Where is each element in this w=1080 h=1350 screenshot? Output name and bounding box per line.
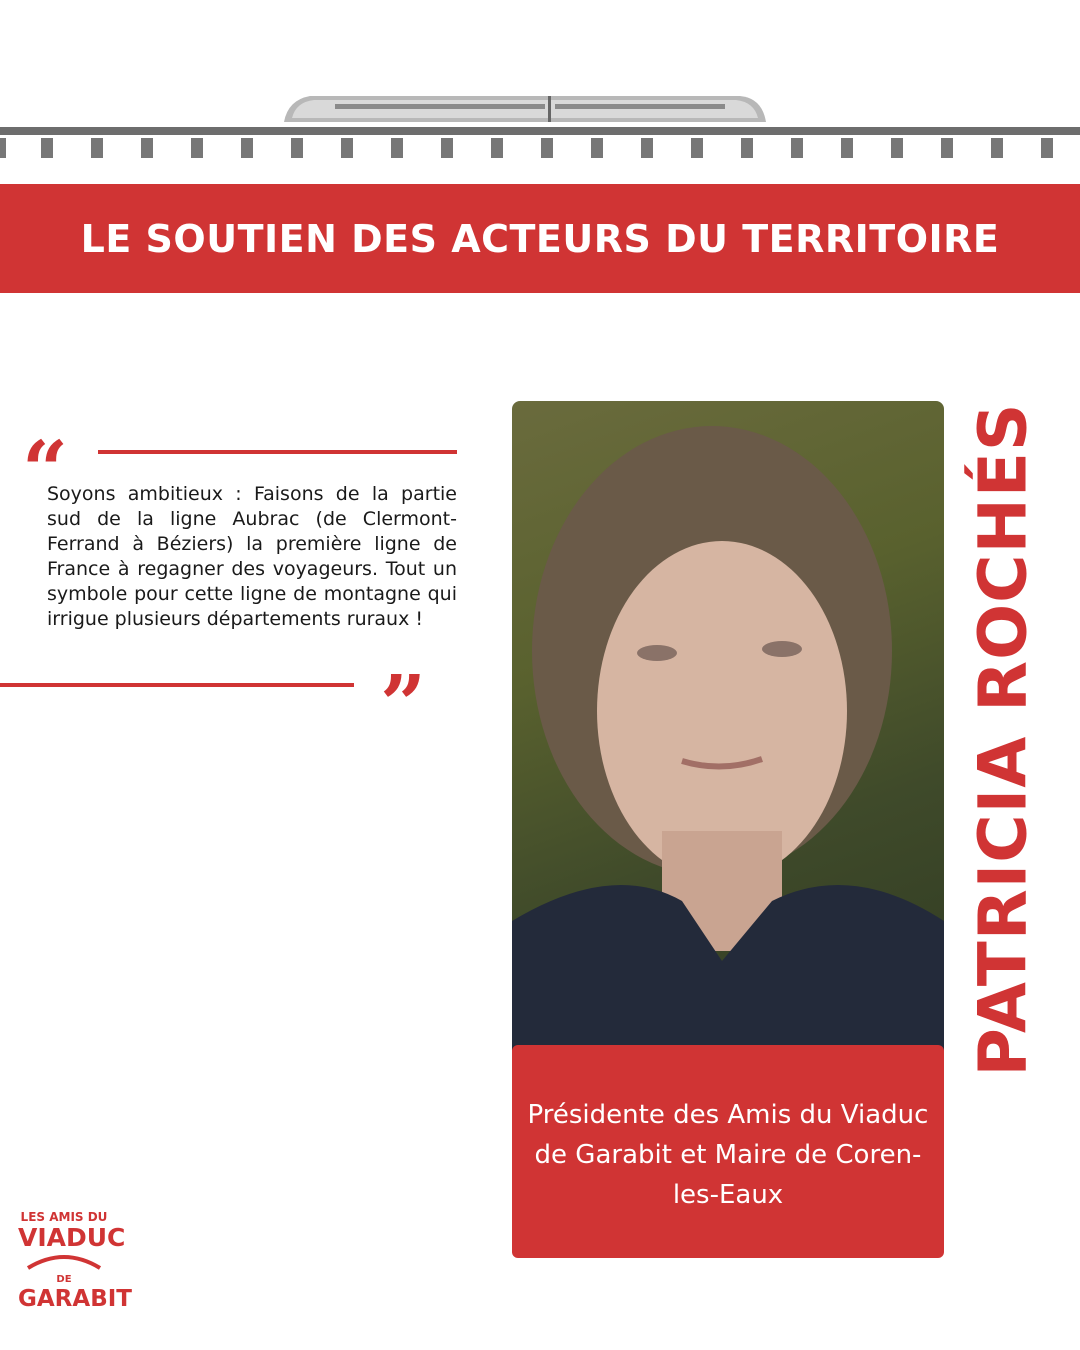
- person-name-container: [963, 402, 1043, 1077]
- title-banner: [0, 184, 1080, 293]
- rail-sleeper: [141, 138, 153, 158]
- portrait-photo: [512, 401, 944, 1061]
- organization-logo: [18, 1210, 132, 1330]
- rail-sleeper: [341, 138, 353, 158]
- rail-sleeper: [991, 138, 1003, 158]
- logo-line-4: GARABIT: [18, 1286, 132, 1312]
- quote-divider-bottom: [0, 683, 354, 687]
- rail-sleeper: [741, 138, 753, 158]
- rail-sleeper: [791, 138, 803, 158]
- page-title: LE SOUTIEN DES ACTEURS DU TERRITOIRE: [80, 216, 1000, 261]
- train-illustration: [280, 92, 770, 128]
- quote-text: Soyons ambitieux : Faisons de la partie sud de la ligne Aubrac (de Clermont-Ferrand à Béziers) la première ligne de France à regagner des voyageurs. Tout un symbole pour cette ligne de montagne qui irrigue plusieurs départements ruraux !: [47, 483, 457, 630]
- rail-sleeper: [0, 138, 6, 158]
- logo-line-1: LES AMIS DU: [20, 1210, 108, 1224]
- viaduct-arch-icon: [24, 1252, 104, 1270]
- person-role: Présidente des Amis du Viaduc de Garabit et Maire de Coren-les-Eaux: [527, 1099, 929, 1210]
- rail-sleeper: [491, 138, 503, 158]
- rail-sleeper: [1041, 138, 1053, 158]
- rail-sleeper: [691, 138, 703, 158]
- rail-sleeper: [91, 138, 103, 158]
- rail-track: [0, 127, 1080, 135]
- rail-sleeper: [541, 138, 553, 158]
- rail-sleeper: [641, 138, 653, 158]
- rail-sleeper: [591, 138, 603, 158]
- rail-sleeper: [391, 138, 403, 158]
- person-name: PATRICIA ROCHÉS: [964, 402, 1042, 1077]
- logo-line-3: DE: [56, 1274, 72, 1285]
- close-quote-icon: ”: [380, 657, 427, 751]
- rail-sleeper: [941, 138, 953, 158]
- rail-sleeper: [191, 138, 203, 158]
- rail-sleeper: [891, 138, 903, 158]
- quote-divider-top: [98, 450, 457, 454]
- rail-sleeper: [841, 138, 853, 158]
- portrait-illustration: [512, 401, 944, 1061]
- caption-box: [512, 1045, 944, 1258]
- rail-sleeper: [41, 138, 53, 158]
- open-quote-icon: “: [22, 423, 69, 517]
- rail-sleeper: [291, 138, 303, 158]
- rail-sleeper: [441, 138, 453, 158]
- logo-line-2: VIADUC: [18, 1223, 126, 1252]
- rail-sleeper: [241, 138, 253, 158]
